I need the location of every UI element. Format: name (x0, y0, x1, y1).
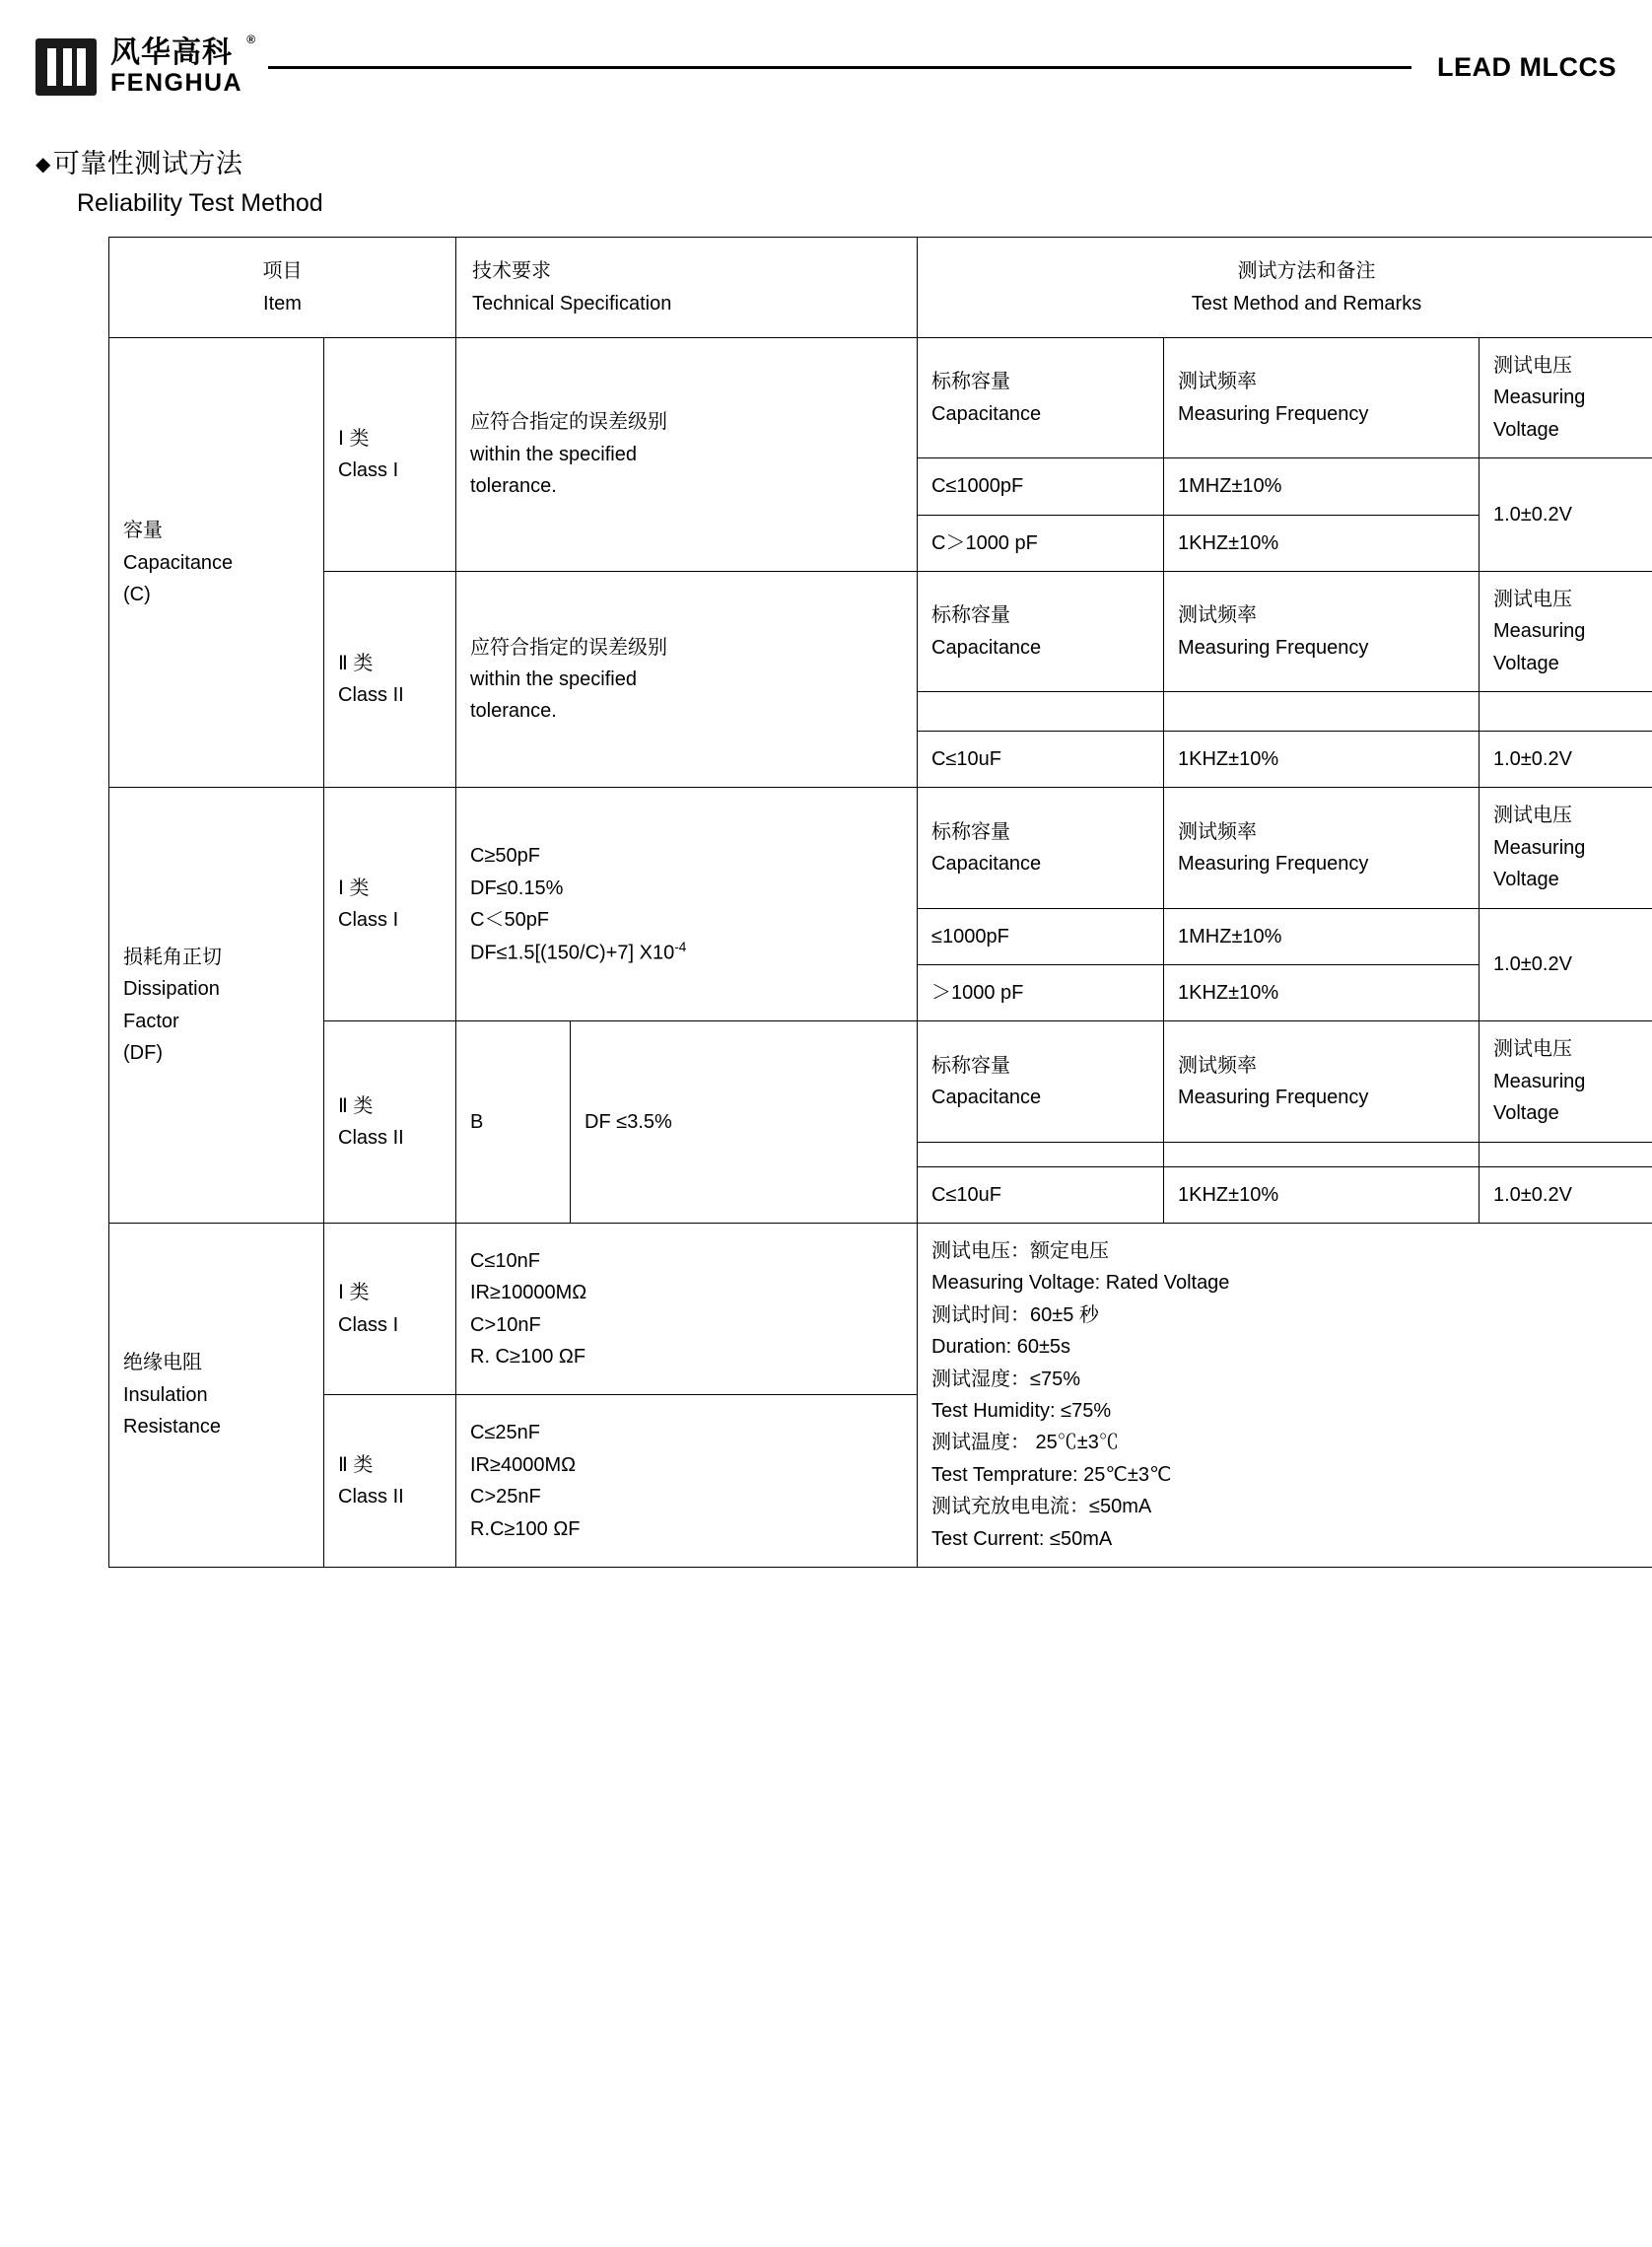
table-row (109, 571, 1652, 691)
section-title (35, 146, 1652, 181)
spec-line3: C>10nF (470, 1313, 541, 1336)
insulation-class1-spec (456, 1224, 918, 1395)
label-frequency-en: Measuring Frequency (1178, 853, 1369, 876)
header-cell-item (109, 238, 456, 338)
table-row (109, 788, 1652, 908)
class1-en: Class I (338, 1313, 399, 1336)
fenghua-logo-icon (35, 38, 97, 96)
dissipation-class2-freq-header (1164, 1021, 1480, 1142)
item-capacitance-en: Capacitance (123, 551, 234, 574)
class2-cn: Ⅱ 类 (338, 652, 374, 674)
item-capacitance-symbol: (C) (123, 583, 151, 605)
class2-en: Class II (338, 1127, 404, 1150)
section-subtitle: Reliability Test Method (77, 189, 323, 218)
spec-line2: IR≥4000MΩ (470, 1453, 577, 1476)
class1-cn: Ⅰ 类 (338, 427, 370, 450)
capacitance-class1-volt-header (1480, 337, 1652, 457)
spacer-freq (1164, 692, 1480, 732)
label-capacitance-cn: 标称容量 (931, 604, 1010, 627)
label-frequency-cn: 测试频率 (1178, 604, 1257, 627)
page-header (0, 0, 1652, 108)
dissipation-class1-cap-header (918, 788, 1164, 908)
diamond-bullet-icon: ◆ (35, 154, 51, 176)
spec-en1: within the specified (470, 668, 637, 690)
capacitance-class1-cap-1: C≤1000pF (918, 458, 1164, 515)
label-voltage-en2: Voltage (1493, 1102, 1559, 1125)
spec-en2: tolerance. (470, 475, 557, 498)
header-method-cn: 测试方法和备注 (1237, 260, 1376, 283)
item-dissipation-symbol: (DF) (123, 1042, 163, 1065)
spec-en1: within the specified (470, 443, 637, 465)
dissipation-class2-cap-header (918, 1021, 1164, 1142)
label-frequency-en: Measuring Frequency (1178, 1087, 1369, 1109)
spec-line1: C≥50pF (470, 845, 541, 868)
spec-en2: tolerance. (470, 700, 557, 723)
insulation-class1-label (324, 1224, 456, 1395)
label-voltage-en2: Voltage (1493, 652, 1559, 674)
spacer-cap (918, 1142, 1164, 1166)
dissipation-class2-spec-value: DF ≤3.5% (571, 1021, 918, 1224)
dissipation-class1-freq-1: 1MHZ±10% (1164, 908, 1480, 964)
company-logo (35, 32, 257, 98)
label-voltage-cn: 测试电压 (1493, 354, 1572, 377)
capacitance-class2-freq-header (1164, 571, 1480, 691)
header-item-cn: 项目 (262, 260, 303, 283)
table-row (109, 337, 1652, 457)
spec-line4-text: DF≤1.5[(150/C)+7] X10 (470, 942, 675, 964)
spec-line4 (470, 937, 903, 969)
label-frequency-cn: 测试频率 (1178, 1054, 1257, 1077)
dissipation-class2-spec-code: B (456, 1021, 571, 1224)
spec-cn: 应符合指定的误差级别 (470, 411, 667, 434)
label-frequency-cn: 测试频率 (1178, 371, 1257, 393)
label-capacitance-en: Capacitance (931, 1087, 1042, 1109)
label-voltage-en2: Voltage (1493, 418, 1559, 441)
item-capacitance-cn: 容量 (123, 520, 163, 542)
method-line-9: 测试充放电电流：≤50mA (931, 1496, 1152, 1518)
label-voltage-en1: Measuring (1493, 386, 1586, 409)
section-title-chinese: 可靠性测试方法 (52, 149, 243, 178)
label-voltage-en1: Measuring (1493, 620, 1586, 643)
dissipation-class2-label (324, 1021, 456, 1224)
capacitance-class2-spec (456, 571, 918, 788)
spec-line1: C≤25nF (470, 1422, 541, 1444)
item-insulation-en2: Resistance (123, 1416, 221, 1439)
capacitance-class2-freq-1: 1KHZ±10% (1164, 732, 1480, 788)
label-capacitance-cn: 标称容量 (931, 371, 1010, 393)
class2-en: Class II (338, 1486, 404, 1509)
label-voltage-en2: Voltage (1493, 869, 1559, 891)
class2-en: Class II (338, 684, 404, 707)
header-divider (268, 66, 1411, 69)
insulation-class2-spec (456, 1395, 918, 1567)
capacitance-class1-voltage: 1.0±0.2V (1480, 458, 1652, 572)
capacitance-class1-label (324, 337, 456, 571)
item-insulation-en1: Insulation (123, 1383, 208, 1406)
capacitance-class2-cap-header (918, 571, 1164, 691)
header-title: LEAD MLCCS (1437, 51, 1617, 82)
row-item-capacitance (109, 337, 324, 788)
spec-cn: 应符合指定的误差级别 (470, 636, 667, 659)
capacitance-class2-volt-1: 1.0±0.2V (1480, 732, 1652, 788)
method-line-4: Duration: 60±5s (931, 1336, 1071, 1359)
dissipation-class1-cap-1: ≤1000pF (918, 908, 1164, 964)
dissipation-class1-freq-2: 1KHZ±10% (1164, 965, 1480, 1021)
label-voltage-cn: 测试电压 (1493, 805, 1572, 827)
dissipation-class2-cap-1: C≤10uF (918, 1166, 1164, 1223)
spacer-cap (918, 692, 1164, 732)
method-line-6: Test Humidity: ≤75% (931, 1399, 1112, 1422)
dissipation-class1-volt-header (1480, 788, 1652, 908)
dissipation-class2-volt-1: 1.0±0.2V (1480, 1166, 1652, 1223)
spec-line2: DF≤0.15% (470, 877, 564, 899)
dissipation-class1-voltage: 1.0±0.2V (1480, 908, 1652, 1021)
label-frequency-en: Measuring Frequency (1178, 636, 1369, 659)
capacitance-class2-volt-header (1480, 571, 1652, 691)
table-row (109, 1021, 1652, 1142)
class2-cn: Ⅱ 类 (338, 1094, 374, 1117)
label-capacitance-en: Capacitance (931, 853, 1042, 876)
class2-cn: Ⅱ 类 (338, 1453, 374, 1476)
method-line-7: 测试温度： 25℃±3℃ (931, 1432, 1119, 1454)
class1-cn: Ⅰ 类 (338, 1282, 370, 1304)
dissipation-class2-freq-1: 1KHZ±10% (1164, 1166, 1480, 1223)
dissipation-class1-freq-header (1164, 788, 1480, 908)
label-voltage-cn: 测试电压 (1493, 1038, 1572, 1061)
header-spec-en: Technical Specification (472, 292, 672, 315)
spec-line3: C>25nF (470, 1486, 541, 1509)
label-voltage-en1: Measuring (1493, 1070, 1586, 1092)
header-cell-method (918, 238, 1652, 338)
reliability-test-table (108, 237, 1652, 1568)
capacitance-class1-freq-2: 1KHZ±10% (1164, 515, 1480, 571)
item-dissipation-cn: 损耗角正切 (123, 946, 222, 968)
logo-english-name: FENGHUA (110, 69, 243, 97)
method-line-5: 测试湿度：≤75% (931, 1368, 1081, 1390)
row-item-dissipation (109, 788, 324, 1224)
registered-trademark-icon: ® (246, 32, 257, 46)
class1-cn: Ⅰ 类 (338, 878, 370, 900)
dissipation-class1-cap-2: ＞1000 pF (918, 965, 1164, 1021)
method-line-3: 测试时间：60±5 秒 (931, 1303, 1099, 1326)
table-header-row (109, 238, 1652, 338)
label-voltage-en1: Measuring (1493, 836, 1586, 859)
spec-line4: R.C≥100 ΩF (470, 1517, 581, 1540)
class1-en: Class I (338, 909, 399, 932)
capacitance-class1-freq-1: 1MHZ±10% (1164, 458, 1480, 515)
insulation-method (918, 1224, 1652, 1568)
item-insulation-cn: 绝缘电阻 (123, 1352, 202, 1374)
spec-line2: IR≥10000MΩ (470, 1282, 587, 1304)
method-line-2: Measuring Voltage: Rated Voltage (931, 1272, 1230, 1295)
spec-line3: C＜50pF (470, 909, 550, 932)
header-method-en: Test Method and Remarks (1191, 292, 1422, 315)
spec-line4: R. C≥100 ΩF (470, 1346, 586, 1369)
label-capacitance-en: Capacitance (931, 402, 1042, 425)
dissipation-class1-label (324, 788, 456, 1021)
header-item-en: Item (263, 292, 302, 315)
dissipation-class1-spec (456, 788, 918, 1021)
capacitance-class2-label (324, 571, 456, 788)
spec-line1: C≤10nF (470, 1249, 541, 1272)
method-line-8: Test Temprature: 25℃±3℃ (931, 1463, 1172, 1486)
label-capacitance-cn: 标称容量 (931, 820, 1010, 843)
capacitance-class1-cap-2: C＞1000 pF (918, 515, 1164, 571)
capacitance-class1-cap-header (918, 337, 1164, 457)
method-line-1: 测试电压：额定电压 (931, 1240, 1109, 1262)
logo-chinese-name (110, 32, 257, 69)
item-dissipation-en2: Factor (123, 1010, 179, 1032)
header-spec-cn: 技术要求 (472, 260, 551, 283)
header-cell-spec (456, 238, 918, 338)
label-voltage-cn: 测试电压 (1493, 588, 1572, 610)
spacer-freq (1164, 1142, 1480, 1166)
class1-en: Class I (338, 458, 399, 481)
label-capacitance-cn: 标称容量 (931, 1054, 1010, 1077)
capacitance-class2-cap-1: C≤10uF (918, 732, 1164, 788)
row-item-insulation (109, 1224, 324, 1568)
method-line-10: Test Current: ≤50mA (931, 1527, 1113, 1550)
capacitance-class1-spec (456, 337, 918, 571)
spacer-volt (1480, 692, 1652, 732)
spacer-volt (1480, 1142, 1652, 1166)
dissipation-class2-volt-header (1480, 1021, 1652, 1142)
capacitance-class1-freq-header (1164, 337, 1480, 457)
label-capacitance-en: Capacitance (931, 636, 1042, 659)
table-row (109, 1224, 1652, 1395)
logo-chinese-text: 风华高科 (110, 35, 233, 69)
label-frequency-cn: 测试频率 (1178, 820, 1257, 843)
spec-line4-exponent: -4 (674, 939, 687, 954)
label-frequency-en: Measuring Frequency (1178, 402, 1369, 425)
item-dissipation-en1: Dissipation (123, 978, 220, 1001)
insulation-class2-label (324, 1395, 456, 1567)
